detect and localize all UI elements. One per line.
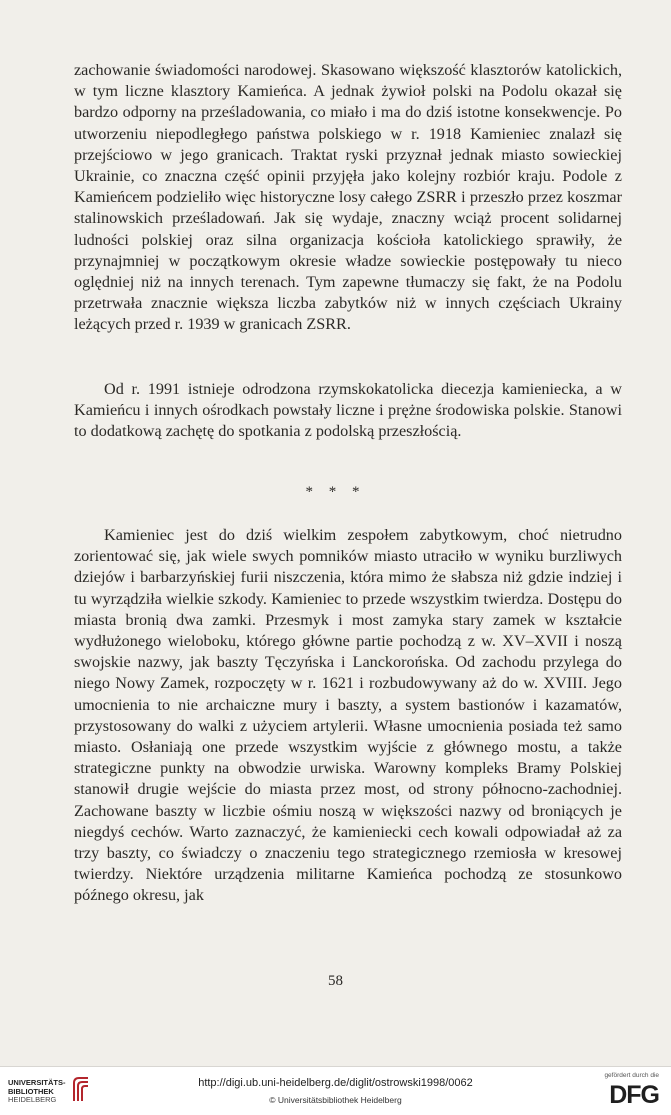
- dfg-logo: DFG: [609, 1081, 659, 1109]
- section-separator: * * *: [305, 484, 366, 500]
- footer-bar: [0, 1066, 671, 1115]
- paragraph-1-text: zachowanie świadomości narodowej. Skasowano większość klasztorów katolickich, w tym liczne klasztory Kamieńca. A jednak żywioł polski na Podolu okazał się bardzo odporny na prześladowania, co miało i ma do dziś istotne konsekwencje. Po utworzeniu niepodległego państwa polskiego w r. 1918 Kamieniec znalazł się przejściowo w jego granicach. Traktat ryski przyznał jednak miasto sowieckiej Ukrainie, co znaczna część opinii przyjęła jako kolejny rozbiór kraju. Podole z Kamieńcem podzieliło więc historyczne losy całego ZSRR i przeszło przez koszmar stalinowskich prześladowań. Jak się wydaje, znaczny wciąż procent solidarnej ludności polskiej oraz silna organizacja kościoła katolickiego sprawiły, że przynajmniej w początkowym okresie władze sowieckie postępowały tu nieco oględniej niż na innych terenach. Tym zapewne tłumaczy się fakt, że na Podolu przetrwała znacznie większa liczba zabytków niż w innych częściach Ukrainy leżących przed r. 1939 w granicach ZSRR.: [74, 61, 622, 334]
- copyright-notice: © Universitätsbibliothek Heidelberg: [269, 1095, 402, 1105]
- document-url[interactable]: http://digi.ub.uni-heidelberg.de/diglit/ostrowski1998/0062: [198, 1077, 473, 1089]
- paragraph-3: [74, 525, 622, 907]
- paragraph-2: [74, 379, 622, 443]
- paragraph-1: [74, 60, 622, 336]
- university-line-3: HEIDELBERG: [8, 1095, 57, 1105]
- university-line-1: UNIVERSITÄTS-: [8, 1078, 66, 1087]
- funded-by-label: gefördert durch die: [604, 1072, 659, 1079]
- page-number: 58: [328, 973, 343, 989]
- university-line-2: BIBLIOTHEK: [8, 1086, 54, 1096]
- paragraph-2-text: Od r. 1991 istnieje odrodzona rzymskokatolicka diecezja kamieniecka, a w Kamieńcu i innych ośrodkach powstały liczne i prężne środowiska polskie. Stanowi to dodatkową zachętę do spotkania z podolską przeszłością.: [74, 380, 622, 441]
- paragraph-3-text: Kamieniec jest do dziś wielkim zespołem zabytkowym, choć nietrudno zorientować się, jak wiele swych pomników miasto utraciło w wyniku burzliwych dziejów i barbarzyńskiej furii niszczenia, która mimo że słabsza niż gdzie indziej i tu wyrządziła wielkie szkody. Kamieniec to przede wszystkim twierdza. Dostępu do miasta bronią dwa zamki. Przesmyk i most zamyka stary zamek w kształcie wydłużonego wieloboku, którego główne partie pochodzą z w. XV–XVII i noszą swojskie nazwy, jak baszty Tęczyńska i Lanckorońska. Od zachodu przylega do niego Nowy Zamek, rozpoczęty w r. 1621 i rozbudowywany aż do w. XVIII. Jego umocnienia to nie archaiczne mury i baszty, a system bastionów i kazamatów, przystosowany do walki z użyciem artylerii. Własne umocnienia posiada też samo miasto. Osłaniają one przede wszystkim wyjście z głównego mostu, a także strategiczne punkty na obwodzie urwiska. Warowny kompleks Bramy Polskiej stanowił drugie wejście do miasta przez most, od strony północno-zachodniej. Zachowane baszty w liczbie ośmiu noszą w większości nazwy od broniących je niegdyś cechów. Warto zaznaczyć, że kamieniecki cech kowali odpowiadał aż za trzy baszty, co świadczy o znaczeniu tego strategicznego rzemiosła w kresowej twierdzy. Niektóre urządzenia militarne Kamieńca pochodzą ze stosunkowo późnego okresu, jak: [74, 526, 622, 905]
